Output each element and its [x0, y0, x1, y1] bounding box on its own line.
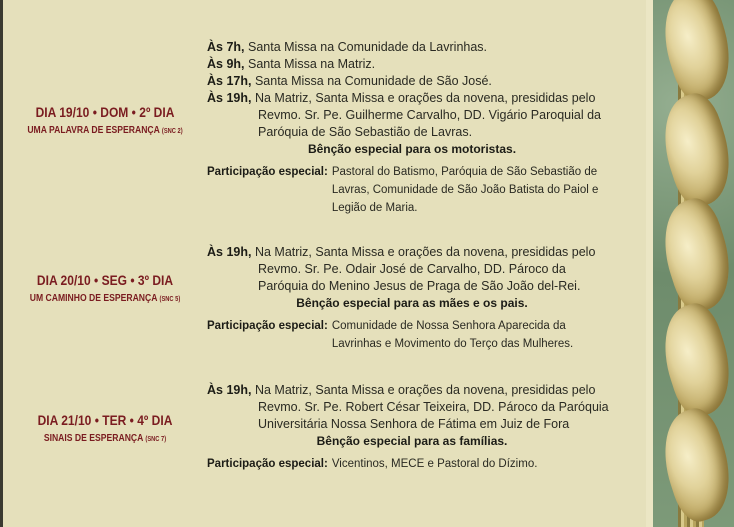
mass-time: Às 9h,: [207, 57, 245, 71]
special-blessing: Bênção especial para as famílias.: [316, 434, 508, 448]
snc-reference: (SNC 7): [145, 436, 167, 443]
presider-line: Revmo. Sr. Pe. Guilherme Carvalho, DD. Vigário Paroquial da: [258, 108, 601, 122]
border-edge: [646, 0, 653, 527]
participation-value: Vicentinos, MECE e Pastoral do Dízimo.: [331, 458, 538, 470]
subtitle-text: SINAIS DE ESPERANÇA: [43, 432, 144, 444]
mass-time: Às 7h,: [207, 40, 245, 54]
day-title: DIA 20/10 • SEG • 3º DIA: [36, 272, 174, 288]
mass-time: Às 19h,: [207, 245, 252, 259]
day-title: DIA 19/10 • DOM • 2º DIA: [35, 104, 175, 120]
mass-time: Às 19h,: [207, 383, 252, 397]
mass-line: [207, 382, 617, 399]
day-subtitle: [19, 432, 191, 444]
participation-value: Comunidade de Nossa Senhora Aparecida da Lavrinhas e Movimento do Terço das Mulheres.: [331, 320, 574, 350]
mass-text: Santa Missa na Comunidade da Lavrinhas.: [248, 40, 488, 54]
schedule-day-2: [207, 244, 617, 353]
snc-reference: (SNC 2): [161, 128, 183, 135]
subtitle-text: UMA PALAVRA DE ESPERANÇA: [27, 124, 160, 136]
presider-line: Paróquia do Menino Jesus de Praga de São João del-Rei.: [258, 279, 581, 293]
snc-reference: (SNC 5): [159, 296, 181, 303]
special-blessing: Bênção especial para as mães e os pais.: [296, 296, 528, 310]
mass-line: [207, 73, 617, 90]
special-participation: [207, 163, 617, 217]
mass-line: [207, 56, 617, 73]
mass-text: Na Matriz, Santa Missa e orações da novena, presididas pelo: [254, 383, 596, 397]
presider-line: Revmo. Sr. Pe. Robert César Teixeira, DD. Pároco da Paróquia: [258, 400, 609, 414]
special-blessing: Bênção especial para os motoristas.: [307, 142, 517, 156]
day-header-2: [0, 272, 210, 304]
subtitle-text: UM CAMINHO DE ESPERANÇA: [29, 292, 158, 304]
mass-text: Na Matriz, Santa Missa e orações da novena, presididas pelo: [254, 91, 596, 105]
presider-line: Paróquia de São Sebastião de Lavras.: [258, 125, 473, 139]
special-participation: [207, 317, 617, 353]
participation-label: Participação especial:: [207, 458, 328, 470]
mass-text: Na Matriz, Santa Missa e orações da novena, presididas pelo: [254, 245, 596, 259]
participation-label: Participação especial:: [207, 166, 328, 178]
day-title: DIA 21/10 • TER • 4º DIA: [37, 412, 173, 428]
left-edge-line: [0, 0, 3, 527]
participation-label: Participação especial:: [207, 320, 328, 332]
special-participation: [207, 455, 617, 473]
mass-text: Santa Missa na Matriz.: [248, 57, 376, 71]
mass-line: [207, 90, 617, 107]
presider-line: Universitária Nossa Senhora de Fátima em Juiz de Fora: [258, 417, 570, 431]
day-header-3: [0, 412, 210, 444]
presider-line: Revmo. Sr. Pe. Odair José de Carvalho, DD. Pároco da: [258, 262, 566, 276]
day-subtitle: [19, 292, 191, 304]
decorative-column-border: [646, 0, 734, 527]
mass-line: [207, 39, 617, 56]
mass-line: [207, 244, 617, 261]
day-header-1: [0, 104, 210, 136]
schedule-day-1: [207, 39, 617, 217]
day-subtitle: [19, 124, 191, 136]
participation-value: Pastoral do Batismo, Paróquia de São Sebastião de Lavras, Comunidade de São João Batista do Paiol e Legião de Maria.: [331, 166, 599, 214]
mass-time: Às 19h,: [207, 91, 252, 105]
schedule-day-3: [207, 382, 617, 473]
mass-text: Santa Missa na Comunidade de São José.: [254, 74, 492, 88]
mass-time: Às 17h,: [207, 74, 252, 88]
